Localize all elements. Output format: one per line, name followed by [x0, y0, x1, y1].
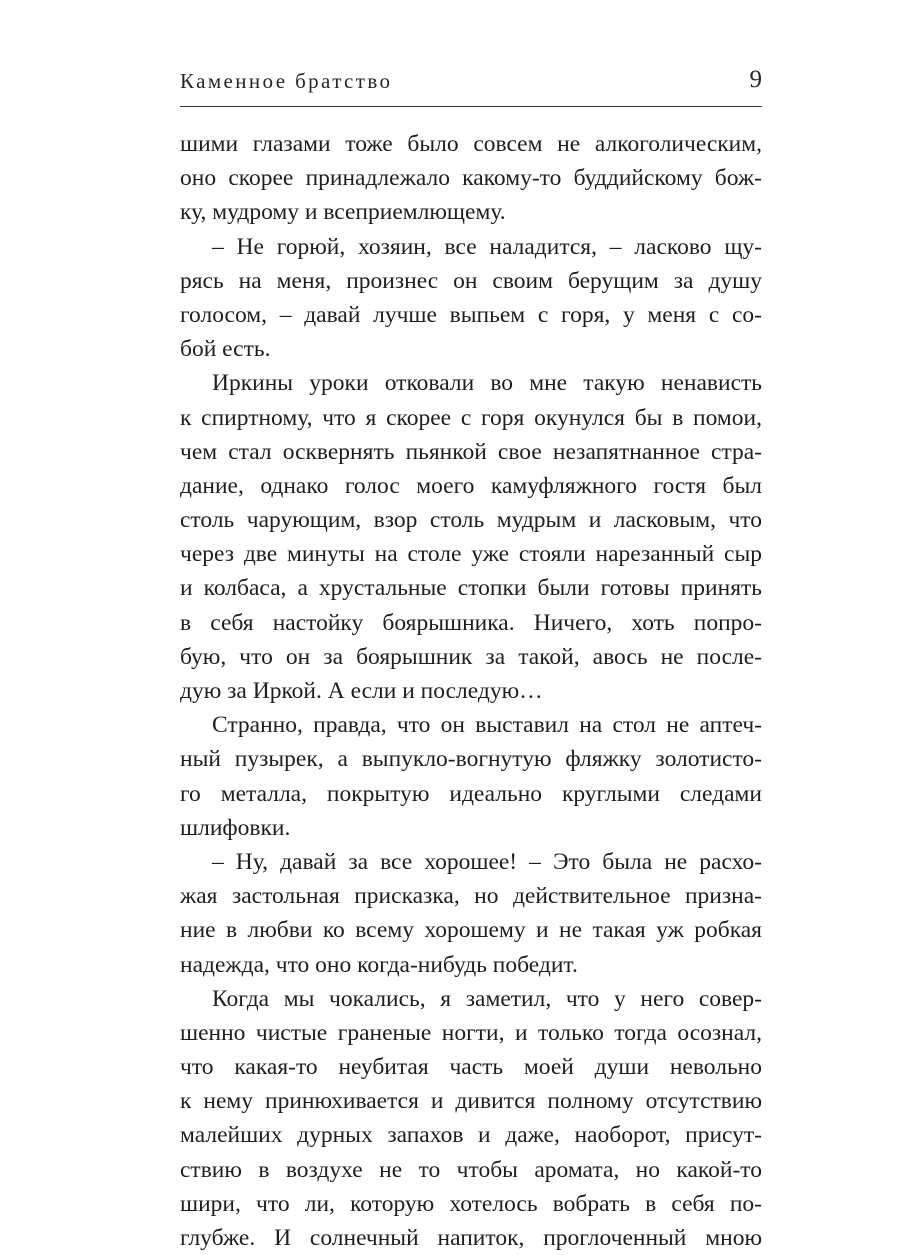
text-line: – Не горюй, хозяин, все наладится, – ласково щу- [212, 233, 762, 260]
text-line: Когда мы чокались, я заметил, что у него совер- [212, 985, 762, 1012]
text-line: к спиртному, что я скорее с горя окунулся бы в помои, [180, 404, 762, 431]
text-line: Иркины уроки отковали во мне такую ненависть [212, 370, 762, 397]
paragraph [180, 366, 762, 708]
text-line: – Ну, давай за все хорошее! – Это была не расхо- [212, 848, 762, 875]
text-line: ный пузырек, а выпукло-вогнутую фляжку золотисто- [180, 746, 762, 773]
text-line: жая застольная присказка, но действительное призна- [180, 883, 762, 910]
text-line: и колбаса, а хрустальные стопки были готовы принять [180, 575, 762, 602]
text-line: ку, мудрому и всеприемлющему. [180, 199, 506, 226]
text-line: рясь на меня, произнес он своим берущим за душу [180, 267, 762, 294]
page-number: 9 [749, 66, 762, 93]
text-line: глубже. И солнечный напиток, проглоченный мною [180, 1225, 762, 1251]
text-line: надежда, что оно когда-нибудь победит. [180, 951, 578, 978]
text-line: оно скорее принадлежало какому-то буддийскому бож- [180, 165, 762, 192]
text-line: шенно чистые граненые ногти, и только тогда осознал, [180, 1019, 762, 1046]
text-line: дую за Иркой. А если и последую… [180, 678, 543, 704]
text-line: шири, что ли, которую хотелось вобрать в себя по- [180, 1190, 762, 1217]
text-line: чем стал осквернять пьянкой свое незапятнанное стра- [180, 438, 762, 465]
paragraph [180, 845, 762, 982]
header-rule [180, 106, 762, 107]
text-line: бую, что он за боярышник за такой, авось не после- [180, 643, 762, 670]
paragraph [180, 982, 762, 1255]
text-line: ние в любви ко всему хорошему и не такая уж робкая [180, 917, 762, 944]
text-line: го металла, покрытую идеально круглыми следами [180, 780, 762, 807]
text-line: в себя настойку боярышника. Ничего, хоть попро- [180, 609, 762, 636]
text-line: малейших дурных запахов и даже, наоборот, присут- [180, 1122, 762, 1149]
text-line: ствию в воздухе не то чтобы аромата, но какой-то [180, 1156, 762, 1183]
text-line: шими глазами тоже было совсем не алкоголическим, [180, 131, 762, 157]
text-line: голосом, – давай лучше выпьем с горя, у меня с со- [180, 301, 762, 328]
text-line: шлифовки. [180, 814, 291, 841]
paragraph [180, 708, 762, 845]
text-line: бой есть. [180, 336, 271, 363]
text-line: столь чарующим, взор столь мудрым и ласковым, что [180, 507, 762, 534]
text-line: что какая-то неубитая часть моей души невольно [180, 1054, 762, 1081]
running-title: Каменное братство [180, 69, 393, 93]
paragraph [180, 127, 762, 230]
text-line: Странно, правда, что он выставил на стол не аптеч- [212, 712, 762, 739]
body-text [180, 127, 762, 1255]
text-line: к нему принюхивается и дивится полному отсутствию [180, 1088, 762, 1115]
paragraph [180, 230, 762, 367]
running-head [180, 66, 762, 100]
text-line: через две минуты на столе уже стояли нарезанный сыр [180, 541, 762, 568]
text-line: дание, однако голос моего камуфляжного гостя был [180, 472, 762, 499]
